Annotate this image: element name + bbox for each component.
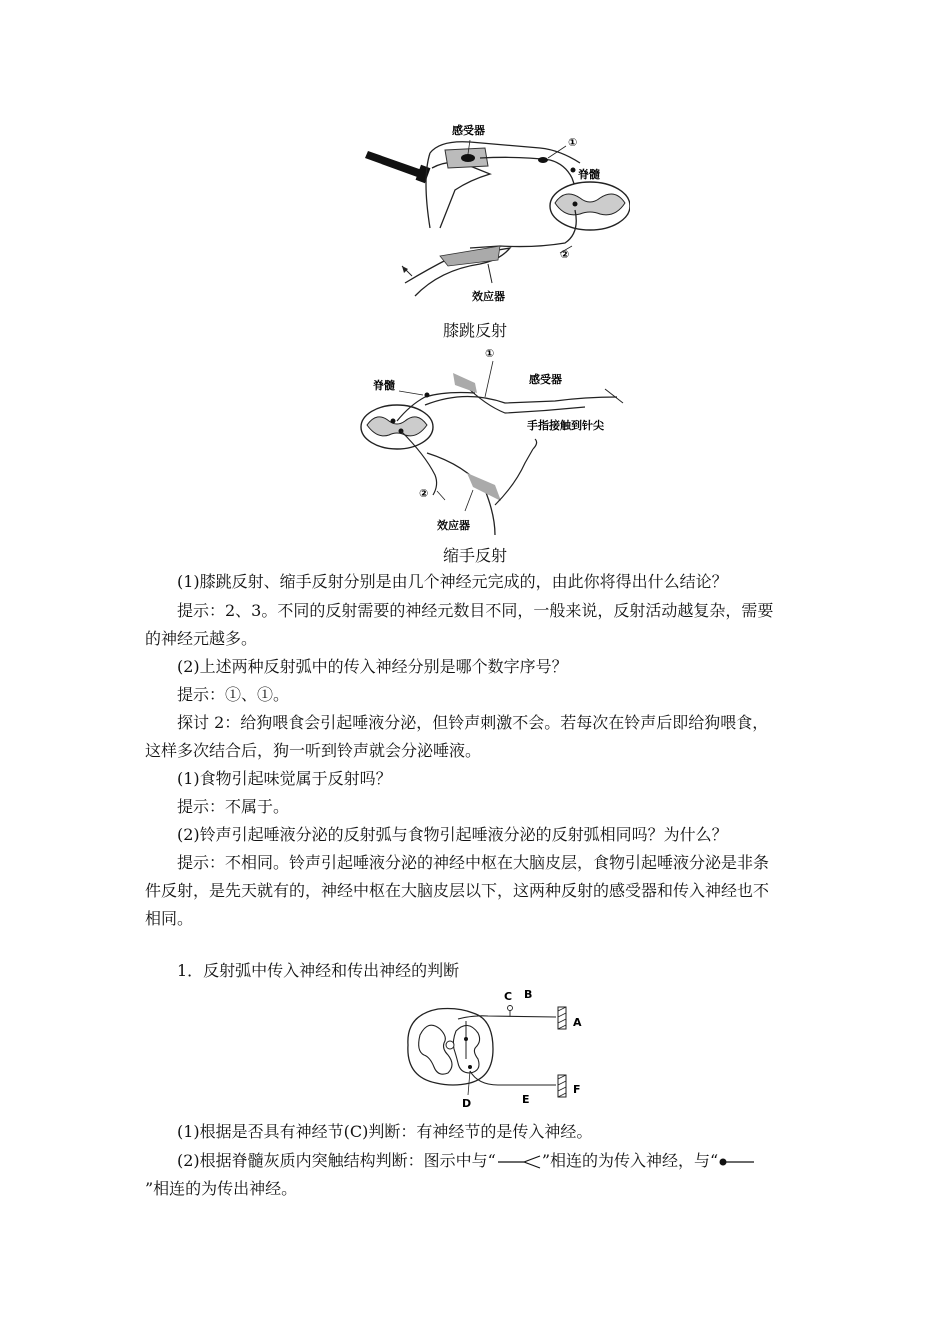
fig3-label-D: D <box>462 1097 472 1110</box>
section-title: 1．反射弧中传入神经和传出神经的判断 <box>177 961 460 980</box>
judgment-2-line-1 <box>145 1147 810 1175</box>
fig2-finger-note: 手指接触到针尖 <box>527 419 604 432</box>
fig2-effector-label: 效应器 <box>437 519 470 532</box>
spinal-cord-section <box>361 405 433 449</box>
answer-1-line-1: 提示：2、3。不同的反射需要的神经元数目不同，一般来说，反射活动越复杂，需要 <box>177 601 774 620</box>
fig1-effector-label: 效应器 <box>472 290 505 303</box>
answer-4-line-3: 相同。 <box>145 909 194 928</box>
question-3: (1)食物引起味觉属于反射吗？ <box>177 769 392 788</box>
explore-2-line-1: 探讨 2：给狗喂食会引起唾液分泌，但铃声刺激不会。若每次在铃声后即给狗喂食， <box>177 713 769 732</box>
fig1-receptor-label: 感受器 <box>452 124 485 137</box>
fig3-label-B: B <box>524 988 533 1001</box>
answer-1-line-2: 的神经元越多。 <box>145 629 258 648</box>
fig3-label-F: F <box>573 1083 581 1096</box>
fig2-caption: 缩手反射 <box>442 546 507 565</box>
spinal-cord-section <box>408 1009 493 1086</box>
judgment-1: (1)根据是否具有神经节(C)判断：有神经节的是传入神经。 <box>177 1122 593 1141</box>
answer-2: 提示：①、①。 <box>177 685 290 704</box>
question-1: (1)膝跳反射、缩手反射分别是由几个神经元完成的，由此你将得出什么结论？ <box>177 572 728 591</box>
fig1-number-2: ② <box>560 248 570 261</box>
answer-4-line-2: 件反射，是先天就有的，神经中枢在大脑皮层以下，这两种反射的感受器和传入神经也不 <box>145 881 770 900</box>
explore-2-line-2: 这样多次结合后，狗一听到铃声就会分泌唾液。 <box>145 741 482 760</box>
knee-jerk-reflex-diagram <box>360 118 630 318</box>
answer-3: 提示：不属于。 <box>177 797 290 816</box>
fig2-spinal-cord-label: 脊髓 <box>373 379 395 392</box>
hammer-shape <box>365 151 422 178</box>
fig2-receptor-label: 感受器 <box>529 373 562 386</box>
fig2-number-1: ① <box>485 347 495 360</box>
question-4: (2)铃声引起唾液分泌的反射弧与食物引起唾液分泌的反射弧相同吗？为什么？ <box>177 825 728 844</box>
fig3-label-E: E <box>522 1093 530 1106</box>
judgment-2-part-2: ”相连的为传入神经，与“ <box>541 1151 719 1170</box>
answer-4-line-1: 提示：不相同。铃声引起唾液分泌的神经中枢在大脑皮层，食物引起唾液分泌是非条 <box>177 853 770 872</box>
afferent-synapse-symbol <box>496 1155 542 1169</box>
fig3-label-A: A <box>573 1016 582 1029</box>
question-2: (2)上述两种反射弧中的传入神经分别是哪个数字序号？ <box>177 657 568 676</box>
reflex-arc-judgment-diagram <box>398 985 598 1113</box>
spinal-cord-section <box>550 182 630 230</box>
judgment-2-part-1: (2)根据脊髓灰质内突触结构判断：图示中与“ <box>177 1151 496 1170</box>
judgment-2-line-2: ”相连的为传出神经。 <box>145 1179 298 1198</box>
fig3-label-C: C <box>504 990 513 1003</box>
withdrawal-reflex-diagram <box>355 345 635 543</box>
fig1-caption: 膝跳反射 <box>442 321 507 340</box>
fig1-spinal-cord-label: 脊髓 <box>578 168 600 181</box>
fig2-number-2: ② <box>419 487 429 500</box>
efferent-synapse-symbol <box>718 1155 756 1169</box>
fig1-number-1: ① <box>568 136 578 149</box>
